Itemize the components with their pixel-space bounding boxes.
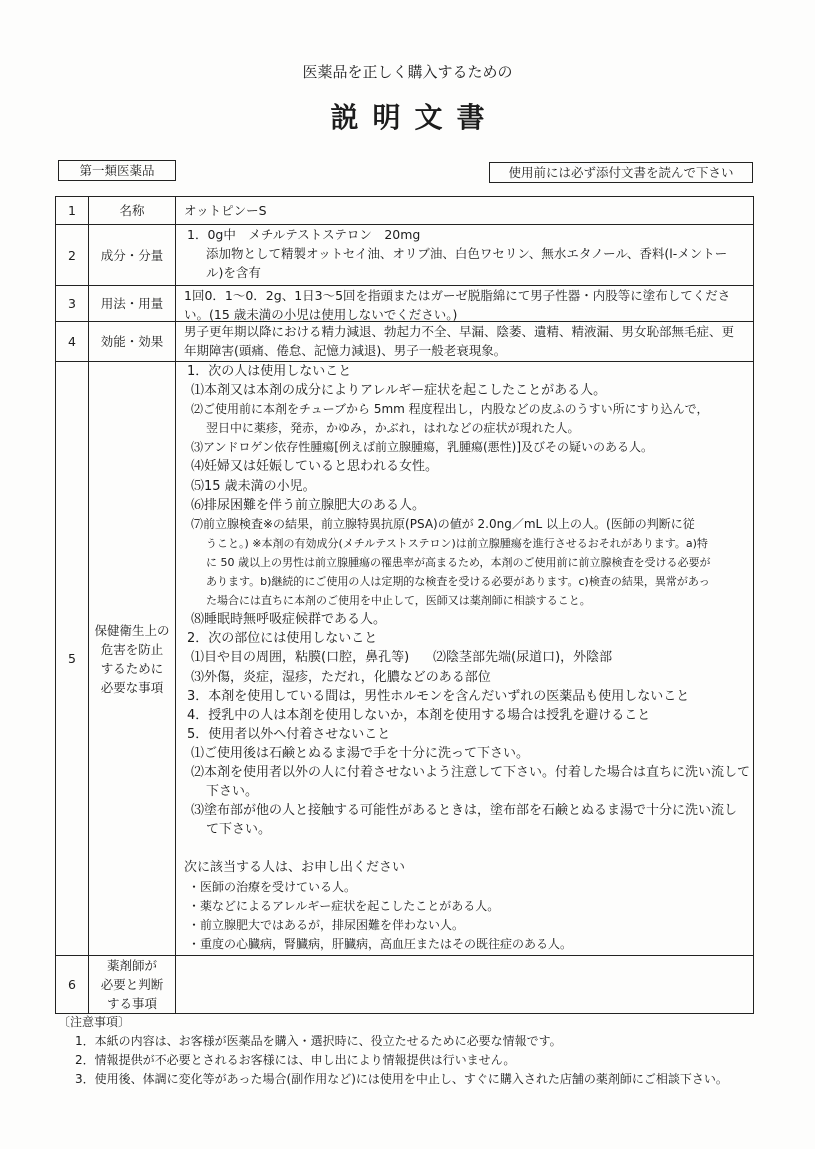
indication-line: 男子更年期以降における精力減退、勃起力不全、早漏、陰萎、遺精、精液漏、男女恥部無毛症、更 bbox=[184, 324, 735, 339]
ingredient-line: 1．0g中 メチルテストステロン 20mg bbox=[187, 227, 421, 242]
document-title: 説明文書 bbox=[330, 101, 499, 134]
dosage-line: い。(15 歳未満の小児は使用しないでください。) bbox=[184, 307, 458, 322]
pharmacist-notes-content bbox=[176, 956, 754, 1014]
precaution-line: 下さい。 bbox=[206, 784, 259, 800]
precaution-line: 翌日中に薬疹，発赤，かゆみ，かぶれ，はれなどの症状が現れた人。 bbox=[206, 421, 580, 436]
notes-section bbox=[58, 1013, 798, 1093]
row-number: 3 bbox=[56, 286, 89, 322]
section-heading: 3．本剤を使用している間は，男性ホルモンを含んだいずれの医薬品も使用しないこと bbox=[187, 688, 690, 704]
note-item: 3．使用後、体調に変化等があった場合(副作用など)には使用を中止し、すぐに購入された店舗の薬剤師にご相談下さい。 bbox=[75, 1072, 728, 1086]
section-heading: 5．使用者以外へ付着させないこと bbox=[187, 726, 391, 742]
precaution-line: ⑵ご使用前に本剤をチューブから 5mm 程度程出し，内股などの皮ふのうすい所にすり込んで， bbox=[191, 402, 709, 417]
label-line: 名称 bbox=[119, 203, 145, 218]
precaution-line: ⑵本剤を使用者以外の人に付着させないよう注意して下さい。付着した場合は直ちに洗い流して bbox=[191, 764, 751, 780]
precautions-label bbox=[89, 362, 176, 956]
label-line: 効能・効果 bbox=[100, 334, 164, 349]
note-item: 2．情報提供が不必要とされるお客様には、申し出により情報提供は行いません。 bbox=[75, 1053, 516, 1067]
pharmacist-notes-label bbox=[89, 956, 176, 1014]
indication-line: 年期障害(頭痛、倦怠、記憶力減退)、男子一般老衰現象。 bbox=[184, 343, 507, 358]
precaution-note-line: に 50 歳以上の男性は前立腺腫瘍の罹患率が高まるため，本剤のご使用前に前立腺検査を受ける必要が bbox=[206, 555, 711, 569]
label-line: する事項 bbox=[106, 996, 157, 1011]
consult-item: ・重度の心臓病，腎臓病，肝臓病，高血圧またはその既往症のある人。 bbox=[188, 936, 573, 951]
info-table bbox=[55, 196, 754, 1014]
consult-item: ・前立腺肥大ではあるが，排尿困難を伴わない人。 bbox=[188, 917, 465, 932]
precaution-note-line: た場合には直ちに本剤のご使用を中止して，医師又は薬剤師に相談すること。 bbox=[206, 594, 591, 608]
precautions-content bbox=[176, 362, 754, 956]
precaution-item: ⑴目や目の周囲，粘膜(口腔，鼻孔等) bbox=[191, 650, 410, 666]
precaution-line: ⑺前立腺検査※の結果，前立腺特異抗原(PSA)の値が 2.0ng／mL 以上の人。(医師の判断に従 bbox=[191, 516, 695, 531]
label-line: 必要と判断 bbox=[100, 977, 164, 992]
precaution-line: ⑻睡眠時無呼吸症候群である人。 bbox=[191, 612, 387, 628]
product-name-content bbox=[176, 197, 754, 225]
consult-heading: 次に該当する人は、お申し出ください bbox=[184, 860, 406, 876]
section-heading: 4．授乳中の人は本剤を使用しないか，本剤を使用する場合は授乳を避けること bbox=[187, 707, 651, 723]
precaution-line: ⑸15 歳未満の小児。 bbox=[191, 478, 316, 494]
precaution-line: ⑴本剤又は本剤の成分によりアレルギー症状を起こしたことがある人。 bbox=[191, 383, 607, 399]
precaution-line: ⑶アンドロゲン依存性腫瘍[例えば前立腺腫瘍，乳腫瘍(悪性)]及びその疑いのある人。 bbox=[191, 440, 654, 455]
consult-item: ・医師の治療を受けている人。 bbox=[188, 879, 357, 894]
precaution-line: ⑶外傷，炎症，湿疹，ただれ，化膿などのある部位 bbox=[191, 669, 491, 685]
note-item: 1．本紙の内容は、お客様が医薬品を購入・選択時に、役立たせるために必要な情報です。 bbox=[75, 1034, 562, 1048]
precaution-note-line: あります。b)継続的にご使用の人は定期的な検査を受ける必要があります。c)検査の結果，異常があっ bbox=[206, 575, 710, 589]
row-number: 5 bbox=[56, 362, 89, 956]
document-subtitle: 医薬品を正しく購入するための bbox=[302, 63, 513, 81]
ingredients-label bbox=[89, 225, 176, 286]
notice-tag: 使用前には必ず添付文書を読んで下さい bbox=[489, 162, 753, 183]
label-line: 成分・分量 bbox=[100, 247, 164, 263]
dosage-content bbox=[176, 286, 754, 322]
notes-heading: 〔注意事項〕 bbox=[58, 1015, 131, 1029]
dosage-line: 1回0．1～0．2g、1日3～5回を指頭またはガーゼ脱脂綿にて男子性器・内股等に塗布してくださ bbox=[184, 288, 731, 303]
label-line: 薬剤師が bbox=[106, 958, 157, 973]
label-line: 用法・用量 bbox=[100, 296, 164, 311]
row-number: 6 bbox=[56, 956, 89, 1014]
precaution-item: ⑵陰茎部先端(尿道口)，外陰部 bbox=[433, 650, 613, 666]
precaution-line-pair bbox=[176, 648, 753, 667]
product-name-label bbox=[89, 197, 176, 225]
label-line: 必要な事項 bbox=[100, 679, 164, 695]
row-number: 1 bbox=[56, 197, 89, 225]
ingredients-content bbox=[176, 225, 754, 286]
label-line: するために bbox=[100, 660, 164, 676]
blank-line bbox=[176, 839, 753, 858]
row-number: 2 bbox=[56, 225, 89, 286]
ingredient-line: ル)を含有 bbox=[206, 265, 261, 280]
row-number: 4 bbox=[56, 322, 89, 362]
precaution-line: て下さい。 bbox=[206, 822, 272, 838]
precaution-line: ⑶塗布部が他の人と接触する可能性があるときは，塗布部を石鹸とぬるま湯で十分に洗い流し bbox=[191, 803, 738, 819]
precaution-line: ⑴ご使用後は石鹸とぬるま湯で手を十分に洗って下さい。 bbox=[191, 745, 530, 761]
precaution-note-line: うこと。) ※本剤の有効成分(メチルテストステロン)は前立腺腫瘍を進行させるおそれがあります。a)特 bbox=[206, 536, 708, 550]
dosage-label bbox=[89, 286, 176, 322]
label-line: 危害を防止 bbox=[100, 641, 164, 657]
section-heading: 2．次の部位には使用しないこと bbox=[187, 631, 378, 647]
precaution-line: ⑹排尿困難を伴う前立腺肥大のある人。 bbox=[191, 497, 426, 513]
indications-label bbox=[89, 322, 176, 362]
product-name-value: オットピンーS bbox=[184, 203, 267, 218]
category-tag: 第一類医薬品 bbox=[58, 160, 176, 181]
precaution-line: ⑷妊婦又は妊娠していると思われる女性。 bbox=[191, 459, 439, 475]
consult-item: ・薬などによるアレルギー症状を起こしたことがある人。 bbox=[188, 898, 500, 913]
indications-content bbox=[176, 322, 754, 362]
section-heading: 1．次の人は使用しないこと bbox=[187, 364, 352, 379]
label-line: 保健衛生上の bbox=[94, 622, 170, 638]
ingredient-line: 添加物として精製オットセイ油、オリブ油、白色ワセリン、無水エタノール、香料(l-メントー bbox=[206, 246, 728, 261]
